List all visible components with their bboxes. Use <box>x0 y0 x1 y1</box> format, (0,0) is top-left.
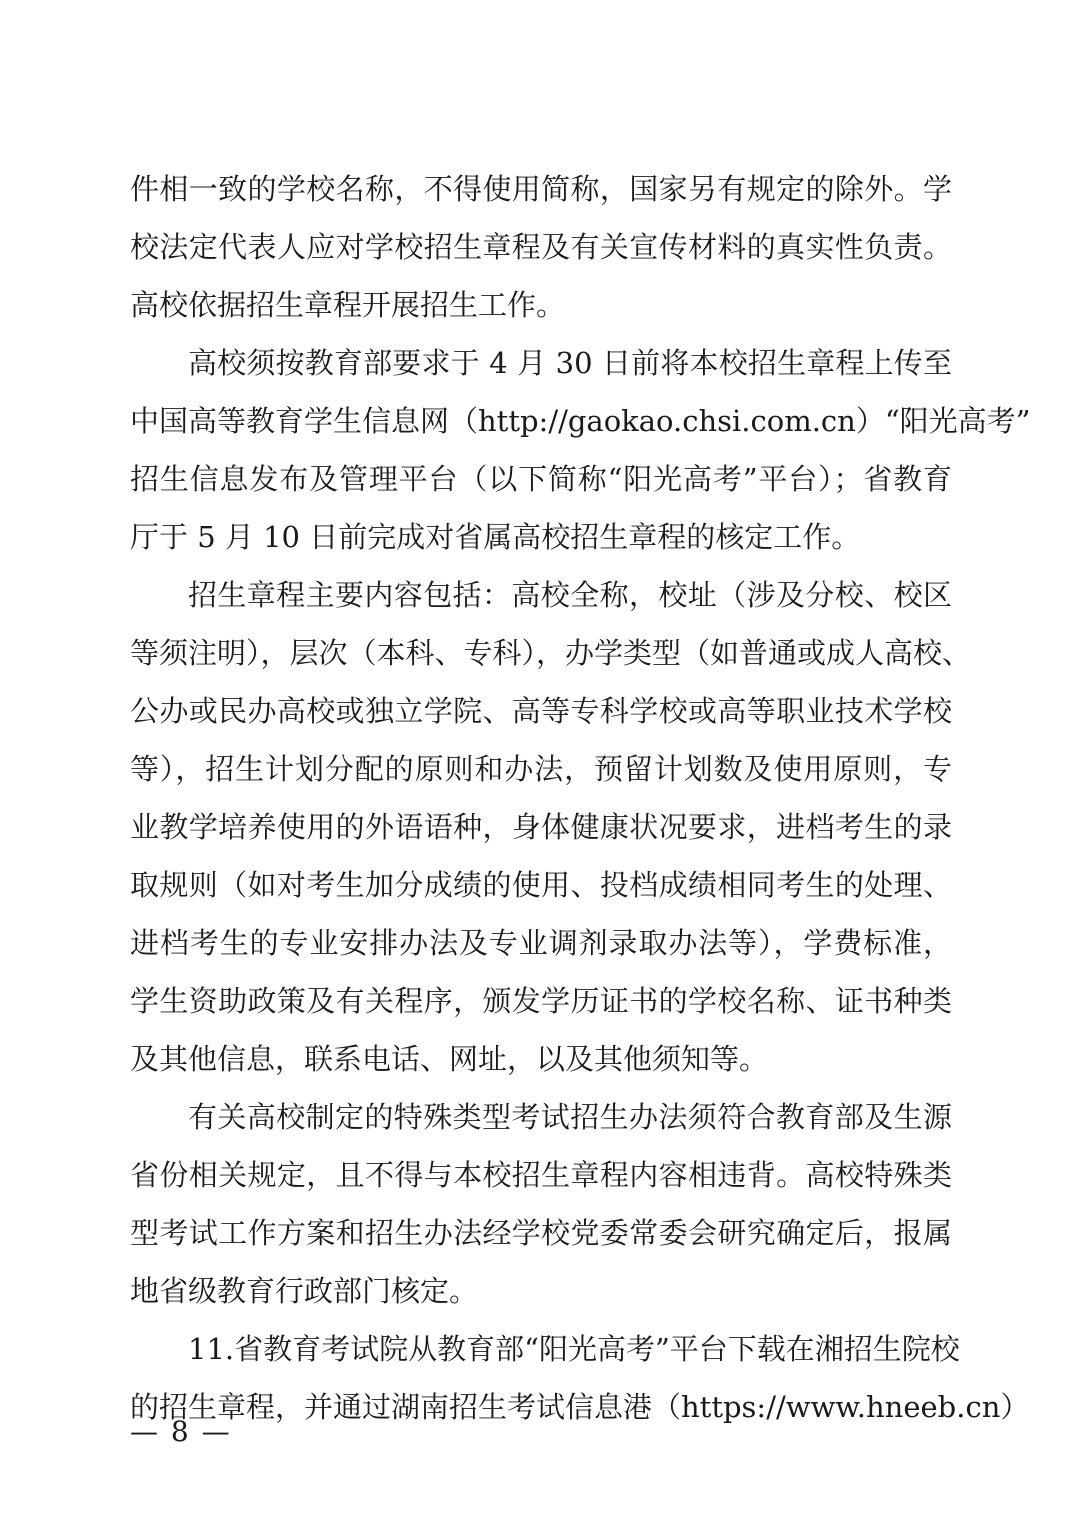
text-line: 地省级教育行政部门核定。 <box>130 1274 479 1308</box>
text-line: 的招生章程，并通过湖南招生考试信息港（https://www.hneeb.cn） <box>130 1390 1030 1424</box>
text-line: 取规则（如对考生加分成绩的使用、投档成绩相同考生的处理、 <box>130 868 952 902</box>
text-line: 招生信息发布及管理平台（以下简称“阳光高考”平台）；省教育 <box>130 462 952 496</box>
text-line: 高校依据招生章程开展招生工作。 <box>130 288 566 322</box>
text-line: 进档考生的专业安排办法及专业调剂录取办法等），学费标准， <box>130 926 952 960</box>
paragraph-start-line: 有关高校制定的特殊类型考试招生办法须符合教育部及生源 <box>188 1100 952 1134</box>
document-body <box>130 160 1031 1436</box>
text-line: 中国高等教育学生信息网（http://gaokao.chsi.com.cn）“阳光高考” <box>130 404 1031 438</box>
text-line: 厅于 5 月 10 日前完成对省属高校招生章程的核定工作。 <box>130 520 861 554</box>
text-line: 等），招生计划分配的原则和办法，预留计划数及使用原则，专 <box>130 752 952 786</box>
paragraph-start-line: 11.省教育考试院从教育部“阳光高考”平台下载在湘招生院校 <box>188 1332 960 1366</box>
text-line: 型考试工作方案和招生办法经学校党委常委会研究确定后，报属 <box>130 1216 952 1250</box>
text-line: 及其他信息，联系电话、网址，以及其他须知等。 <box>130 1042 769 1076</box>
page-number: — 8 — <box>130 1415 232 1448</box>
paragraph-start-line: 招生章程主要内容包括：高校全称，校址（涉及分校、校区 <box>188 578 952 612</box>
text-line: 公办或民办高校或独立学院、高等专科学校或高等职业技术学校 <box>130 694 952 728</box>
paragraph-start-line: 高校须按教育部要求于 4 月 30 日前将本校招生章程上传至 <box>188 346 952 380</box>
text-line: 件相一致的学校名称，不得使用简称，国家另有规定的除外。学 <box>130 172 952 206</box>
text-line: 省份相关规定，且不得与本校招生章程内容相违背。高校特殊类 <box>130 1158 952 1192</box>
text-line: 学生资助政策及有关程序，颁发学历证书的学校名称、证书种类 <box>130 984 952 1018</box>
text-line: 校法定代表人应对学校招生章程及有关宣传材料的真实性负责。 <box>130 230 952 264</box>
text-line: 业教学培养使用的外语语种，身体健康状况要求，进档考生的录 <box>130 810 952 844</box>
text-line: 等须注明），层次（本科、专科），办学类型（如普通或成人高校、 <box>130 636 972 670</box>
